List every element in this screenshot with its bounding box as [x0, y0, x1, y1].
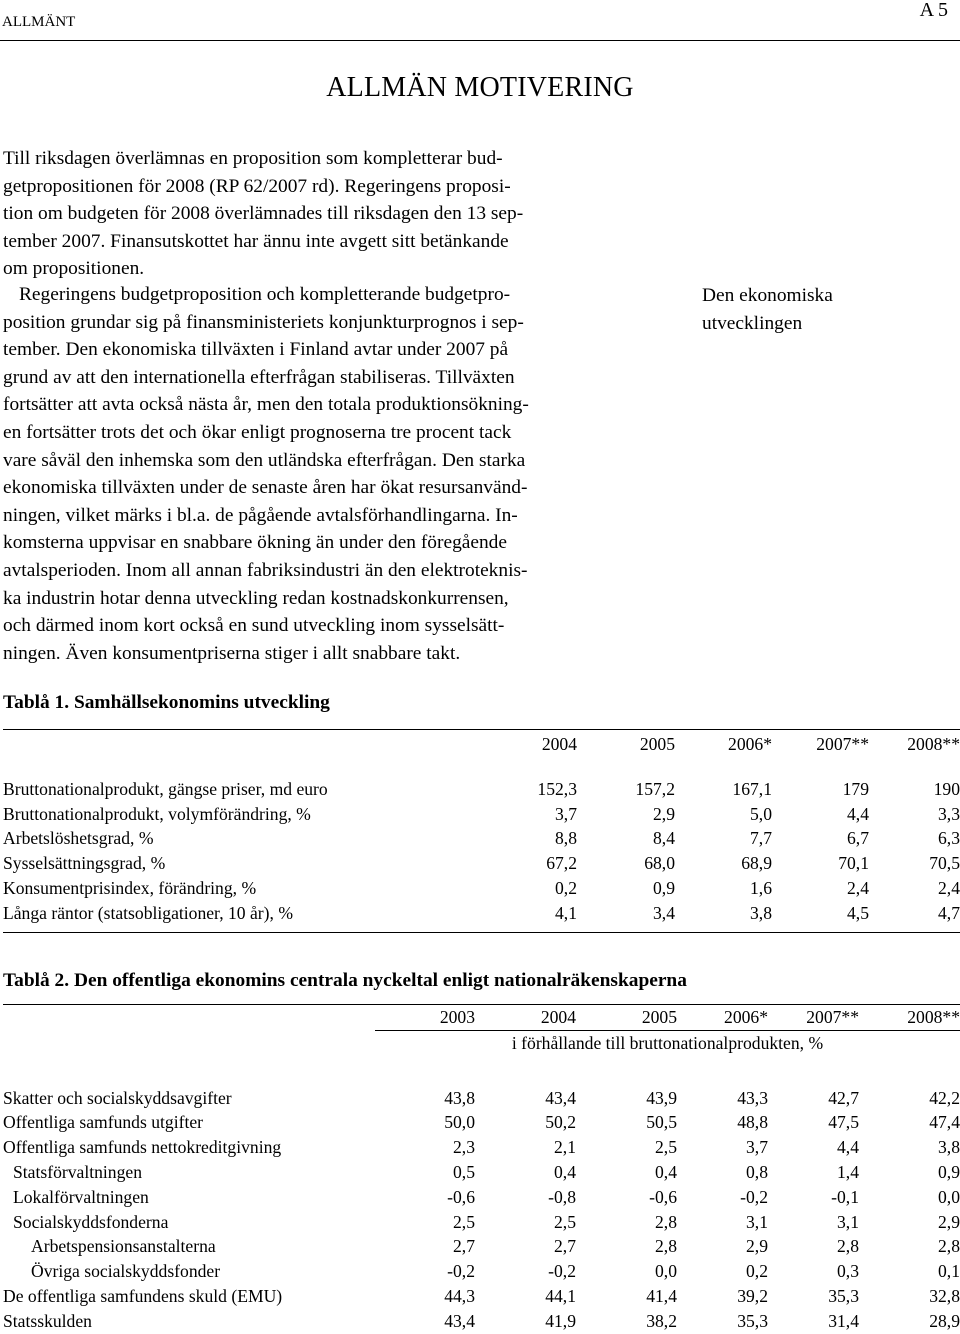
table2-cell: 2,8: [938, 1236, 960, 1257]
table2-cell: 0,4: [655, 1161, 677, 1182]
table2-cell: -0,2: [548, 1261, 576, 1282]
table1-column-header: 2007**: [816, 734, 869, 754]
table2-cell: 0,4: [554, 1161, 576, 1182]
table1-cell: 167,1: [732, 778, 772, 799]
table2-column-header: 2008**: [859, 1005, 960, 1031]
table2-cell: 32,8: [929, 1285, 960, 1306]
table2-cell: 28,9: [929, 1310, 960, 1331]
intro-line: om propositionen.: [3, 258, 145, 280]
table2-cell: 39,2: [737, 1285, 768, 1306]
table2-cell: 42,7: [828, 1087, 859, 1108]
table1-row-label: Konsumentprisindex, förändring, %: [3, 877, 257, 898]
table1-row-label: Bruttonationalprodukt, volymförändring, %: [3, 803, 311, 824]
table2-cell: 2,3: [453, 1137, 475, 1158]
body-line: en fortsätter trots det och ökar enligt prognoserna tre procent tack: [3, 421, 512, 443]
table2-row: [3, 1259, 960, 1284]
table2-row-label: Skatter och socialskyddsavgifter: [3, 1087, 232, 1108]
table2-cell: 2,7: [453, 1236, 475, 1257]
table2-cell: 0,3: [837, 1261, 859, 1282]
table2-cell: 3,1: [837, 1211, 859, 1232]
intro-paragraph: [3, 145, 670, 283]
table2-cell: 50,5: [646, 1112, 677, 1133]
table1-cell: 2,9: [653, 803, 675, 824]
body-line: ningen, vilket märks i bl.a. de pågående avtalsförhandlingarna. In-: [3, 504, 518, 526]
table2-column-header: 2003: [375, 1005, 475, 1031]
body-line: avtalsperioden. Inom all annan fabriksindustri än den elektroteknis-: [3, 559, 528, 581]
table1-cell: 2,4: [938, 877, 960, 898]
table2-cell: 44,3: [444, 1285, 475, 1306]
table1-cell: 1,6: [750, 877, 772, 898]
table2-row: [3, 1086, 960, 1111]
table2-cell: 0,0: [655, 1261, 677, 1282]
table2-column-header: 2004: [475, 1005, 576, 1031]
table2-cell: 3,1: [746, 1211, 768, 1232]
header-divider: [0, 40, 960, 41]
table2-row-label: Socialskyddsfonderna: [13, 1211, 169, 1232]
table2-cell: 0,9: [938, 1161, 960, 1182]
table2-cell: 0,8: [746, 1161, 768, 1182]
body-line: position grundar sig på finansministeriets konjunkturprognos i sep-: [3, 311, 524, 333]
table1-cell: 68,0: [644, 853, 675, 874]
table2-cell: 2,9: [938, 1211, 960, 1232]
table2-column-header: 2007**: [768, 1005, 859, 1031]
table2-row-label: Statsförvaltningen: [13, 1161, 142, 1182]
table2-cell: 0,1: [938, 1261, 960, 1282]
table1-row: [3, 826, 960, 851]
table1-cell: 190: [933, 778, 960, 799]
table1-row-label: Bruttonationalprodukt, gängse priser, md euro: [3, 778, 328, 799]
table2-row: [3, 1185, 960, 1210]
table2-cell: 0,0: [938, 1186, 960, 1207]
table2-cell: 2,1: [554, 1137, 576, 1158]
table2-column-header: 2005: [576, 1005, 677, 1031]
body-paragraph: [3, 281, 670, 667]
table1-cell: 8,8: [555, 828, 577, 849]
table2-row-label: Statsskulden: [3, 1310, 92, 1331]
table2: [3, 1004, 960, 1334]
table2-row-label: Arbetspensionsanstalterna: [31, 1236, 216, 1257]
page-title: ALLMÄN MOTIVERING: [326, 72, 634, 103]
table1-top-rule: [3, 729, 960, 730]
table2-cell: -0,8: [548, 1186, 576, 1207]
table2-cell: 3,8: [938, 1137, 960, 1158]
table1-column-header: 2006*: [728, 734, 772, 754]
body-line: och därmed inom kort också en sund utveckling inom sysselsätt-: [3, 615, 505, 637]
table2-cell: 43,8: [444, 1087, 475, 1108]
table2-row-label: De offentliga samfundens skuld (EMU): [3, 1285, 283, 1306]
table2-cell: 0,5: [453, 1161, 475, 1182]
table2-cell: 2,5: [655, 1137, 677, 1158]
table2-row: [3, 1160, 960, 1185]
table1-cell: 4,4: [847, 803, 869, 824]
table2-cell: 47,4: [929, 1112, 960, 1133]
table2-cell: -0,6: [447, 1186, 475, 1207]
table1-cell: 0,9: [653, 877, 675, 898]
table1-cell: 7,7: [750, 828, 772, 849]
intro-line: tember 2007. Finansutskottet har ännu inte avgett sitt betänkande: [3, 230, 509, 252]
body-line: ekonomiska tillväxten under de senaste åren har ökat resursanvänd-: [3, 477, 528, 499]
table2-corner-cell: [3, 1030, 375, 1055]
table1-cell: 152,3: [537, 778, 577, 799]
table1-row: [3, 851, 960, 876]
table2-subheader: i förhållande till bruttonationalprodukten, %: [375, 1030, 960, 1055]
margin-heading: [702, 282, 952, 338]
table2-subheader-row: [3, 1030, 960, 1055]
table1: [3, 732, 960, 926]
page-number: A 5: [919, 0, 948, 21]
table1-cell: 4,7: [938, 902, 960, 923]
table1-cell: 157,2: [635, 778, 675, 799]
table2-cell: 48,8: [737, 1112, 768, 1133]
table1-column-header: 2004: [541, 734, 577, 754]
body-line: komsterna uppvisar en snabbare ökning än under den föregående: [3, 532, 507, 554]
table2-cell: 2,5: [453, 1211, 475, 1232]
table1-cell: 3,4: [653, 902, 675, 923]
section-label: ALLMÄNT: [2, 14, 76, 30]
intro-line: Till riksdagen överlämnas en proposition som kompletterar bud-: [3, 148, 503, 169]
table2-cell: 43,4: [545, 1087, 576, 1108]
table1-cell: 8,4: [653, 828, 675, 849]
table2-cell: 43,9: [646, 1087, 677, 1108]
table1-row-label: Sysselsättningsgrad, %: [3, 853, 166, 874]
table1-cell: 3,8: [750, 902, 772, 923]
table2-row-label: Offentliga samfunds utgifter: [3, 1112, 203, 1133]
table2-cell: -0,2: [740, 1186, 768, 1207]
table2-row-label: Lokalförvaltningen: [13, 1186, 149, 1207]
table2-row: [3, 1234, 960, 1259]
table2-row: [3, 1110, 960, 1135]
table2-cell: 50,2: [545, 1112, 576, 1133]
table2-cell: 2,8: [655, 1211, 677, 1232]
table2-corner-cell: [3, 1005, 375, 1031]
table2-cell: 42,2: [929, 1087, 960, 1108]
table2-cell: 44,1: [545, 1285, 576, 1306]
table2-cell: -0,1: [831, 1186, 859, 1207]
table1-cell: 2,4: [847, 877, 869, 898]
body-line: tember. Den ekonomiska tillväxten i Finland avtar under 2007 på: [3, 339, 509, 361]
margin-heading-line: Den ekonomiska: [702, 285, 833, 306]
table1-row-label: Långa räntor (statsobligationer, 10 år), %: [3, 902, 293, 923]
intro-line: tion om budgeten för 2008 överlämnades till riksdagen den 13 sep-: [3, 203, 524, 225]
table2-column-header: 2006*: [677, 1005, 768, 1031]
table1-cell: 70,5: [929, 853, 960, 874]
table1-cell: 0,2: [555, 877, 577, 898]
table2-row: [3, 1210, 960, 1235]
table1-cell: 4,5: [847, 902, 869, 923]
table2-row: [3, 1284, 960, 1309]
table1-cell: 6,3: [938, 828, 960, 849]
table1-column-header: 2005: [639, 734, 675, 754]
table1-cell: 4,1: [555, 902, 577, 923]
table2-cell: 43,3: [737, 1087, 768, 1108]
table2-cell: 2,8: [655, 1236, 677, 1257]
table2-cell: 38,2: [646, 1310, 677, 1331]
table2-cell: 2,8: [837, 1236, 859, 1257]
table2-cell: 3,7: [746, 1137, 768, 1158]
table1-row: [3, 876, 960, 901]
body-line: ka industrin hotar denna utveckling redan kostnadskonkurrensen,: [3, 587, 509, 609]
body-line: fortsätter att avta också nästa år, men den totala produktionsökning-: [3, 394, 529, 416]
table2-cell: -0,2: [447, 1261, 475, 1282]
table1-cell: 67,2: [546, 853, 577, 874]
intro-line: getpropositionen för 2008 (RP 62/2007 rd). Regeringens proposi-: [3, 175, 511, 197]
table2-cell: 41,4: [646, 1285, 677, 1306]
table2-cell: 0,2: [746, 1261, 768, 1282]
table1-cell: 70,1: [838, 853, 869, 874]
table2-cell: -0,6: [649, 1186, 677, 1207]
table1-row-label: Arbetslöshetsgrad, %: [3, 828, 154, 849]
table1-cell: 3,3: [938, 803, 960, 824]
table2-row: [3, 1135, 960, 1160]
table1-header-row: [3, 732, 960, 757]
table2-header-row: [3, 1005, 960, 1031]
table2-cell: 35,3: [828, 1285, 859, 1306]
body-line: ningen. Även konsumentpriserna stiger i allt snabbare takt.: [3, 642, 461, 664]
table1-cell: 179: [842, 778, 869, 799]
table2-cell: 43,4: [444, 1310, 475, 1331]
table2-cell: 4,4: [837, 1137, 859, 1158]
table1-row: [3, 777, 960, 802]
table1-cell: 6,7: [847, 828, 869, 849]
table2-row-label: Övriga socialskyddsfonder: [31, 1261, 221, 1282]
table1-cell: 5,0: [750, 803, 772, 824]
table1-row: [3, 802, 960, 827]
table2-cell: 2,5: [554, 1211, 576, 1232]
table2-cell: 2,7: [554, 1236, 576, 1257]
table1-cell: 3,7: [555, 803, 577, 824]
margin-heading-line: utvecklingen: [702, 313, 803, 334]
body-line: vare såväl den inhemska som den utländska efterfrågan. Den starka: [3, 449, 526, 471]
table2-row-label: Offentliga samfunds nettokreditgivning: [3, 1137, 282, 1158]
table2-caption: Tablå 2. Den offentliga ekonomins centrala nyckeltal enligt nationalräkenskaperna: [3, 970, 687, 991]
table2-row: [3, 1309, 960, 1334]
body-line: grund av att den internationella efterfrågan stabiliseras. Tillväxten: [3, 366, 515, 388]
table2-cell: 31,4: [828, 1310, 859, 1331]
table1-bottom-rule: [3, 932, 960, 933]
table2-cell: 1,4: [837, 1161, 859, 1182]
table2-cell: 47,5: [828, 1112, 859, 1133]
table1-caption: Tablå 1. Samhällsekonomins utveckling: [3, 692, 330, 713]
table1-cell: 68,9: [741, 853, 772, 874]
table2-cell: 2,9: [746, 1236, 768, 1257]
table1-row: [3, 901, 960, 926]
table2-cell: 50,0: [444, 1112, 475, 1133]
table2-cell: 35,3: [737, 1310, 768, 1331]
table1-corner-cell: [3, 732, 481, 757]
table2-cell: 41,9: [545, 1310, 576, 1331]
body-line: Regeringens budgetproposition och kompletterande budgetpro-: [19, 284, 511, 305]
table1-column-header: 2008**: [907, 734, 960, 754]
